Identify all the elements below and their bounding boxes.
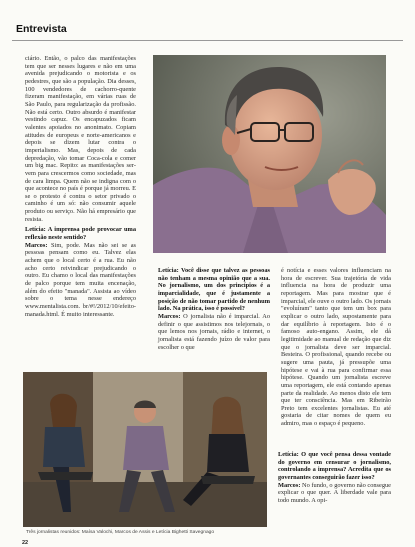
interview-question: Letícia: A imprensa pode provocar uma reflexão neste sentido? bbox=[25, 226, 136, 242]
answer-text: O jornalista não é imparcial. Ao definir o que assistimos nos telejornais, o que lemos nos jornais, rádio e internet, o jornalista está fazendo juízo de valor para escolher o que bbox=[158, 312, 270, 351]
text-column-1 bbox=[25, 55, 136, 318]
section-title: Entrevista bbox=[16, 23, 67, 35]
speaker-name: Marcos: bbox=[158, 312, 181, 320]
group-photo bbox=[23, 372, 267, 527]
page-number: 22 bbox=[22, 540, 29, 546]
paragraph: ciário. Então, o palco das manifestações tem que ser nesses lugares e não em uma avenida prejudicando o motorista e os pedestres, que são a população. Dia desses, 100 vendedores de cachorro-quente fizeram manifestação, em várias ruas de São Paulo, para regularização da profissão. Não está certo. Outro absurdo é manifestar vestindo capuz. Os encapuzados ficam valentes apoiados no anonimato. Copiam atitudes de europeus e norte-americanos e depois se dizem lutar contra o imperialismo. Mas, depois de cada depredação, vão tomar Coca-cola e comer um big mac. Repito: as manifestações servem para crescermos como sociedade, mas de cara limpa. Quem não se indigna com o que acontece no país é porque já morreu. E se o protesto é contra o setor privado o caminho é um só: não consumir aquele produto ou serviço. Não há empresário que resista. bbox=[25, 55, 136, 223]
text-column-2 bbox=[158, 267, 270, 351]
answer-text: No fundo, o governo não consegue explicar o que quer. A liberdade vale para todo mundo. A opi- bbox=[278, 481, 391, 504]
interview-answer bbox=[278, 482, 391, 505]
header-divider bbox=[12, 40, 403, 41]
text-column-4 bbox=[278, 451, 391, 505]
answer-text: Sim, pode. Mas não sei se as pessoas pensam como eu. Talvez elas achem que o local certo é a rua. Eu não acho certo reivindicar prejudicando o outro. Eu chamo o local das manifestações de palco porque tem muita encenação, além do efeito "manada". Assista ao vídeo sobre o tema nesse endereço www.mentalista.com. br/#!/2012/10/efeito-manada.html. É muito interessante. bbox=[25, 241, 136, 318]
interview-question: Letícia: Você disse que talvez as pessoas não tenham a mesma opinião que a sua. No jornalismo, um dos princípios é a imparcialidade, que é justamente a posição de não tomar partido de nenhum lado. Na prática, isso é possível? bbox=[158, 267, 270, 313]
text-column-3 bbox=[281, 267, 391, 428]
portrait-photo bbox=[153, 55, 386, 253]
speaker-name: Marcos: bbox=[278, 481, 301, 489]
photo-caption: Três jornalistas reunidos: Maísa Valochi, Marcos de Assis e Letícia Bighetti Savegnago bbox=[26, 530, 215, 535]
paragraph: é notícia e esses valores influenciam na hora de escrever. Sua trajetória de vida influencia na hora de produzir uma reportagem. Mas para mostrar que é imparcial, ele ouve o outro lado. Os jornais "evoluíram" tanto que tem um box para explicar o outro lado, supostamente para dar equilíbrio à reportagem. Isto é o famoso auto-engano. Assim, ele dá legitimidade ao manual de redação que diz que o jornalista deve ser imparcial. Besteira. O profissional, quando recebe ou sugere uma pauta, já pressupõe uma hipótese e vai à rua para confirmar essa hipótese. Quando um jornalista escreve uma reportagem, ele está contando apenas parte da realidade. Ao menos disto ele tem que ter consciência. Mas em Ribeirão Preto tem excelentes jornalistas. Eu até gostaria de citar nomes de quem eu admiro, mas o espaço é pequeno. bbox=[281, 267, 391, 428]
speaker-name: Marcos: bbox=[25, 241, 48, 249]
interview-answer bbox=[25, 242, 136, 319]
interview-answer bbox=[158, 313, 270, 351]
interview-question: Letícia: O que você pensa dessa vontade do governo em censurar o jornalismo, controlando a imprensa? Acredita que os governantes conseguirão fazer isso? bbox=[278, 451, 391, 481]
